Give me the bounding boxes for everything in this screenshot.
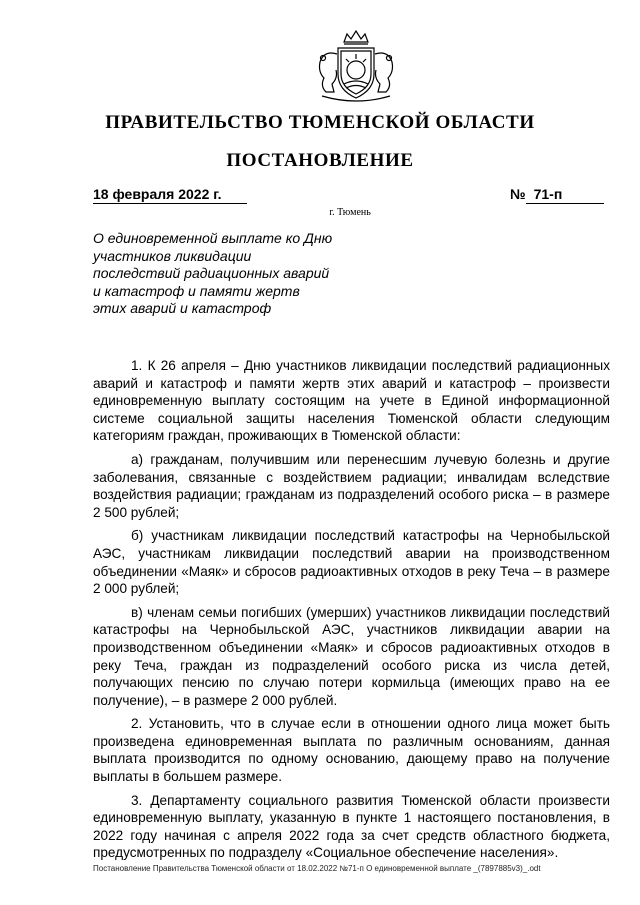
coat-of-arms-icon — [310, 28, 402, 106]
paragraph-1a: а) гражданам, получившим или перенесшим лучевую болезнь и другие заболевания, связанные с воздействием радиации; инвалидам вследствие воздействия радиации; гражданам из подразделений особого риска – в размере 2 500 рублей; — [93, 451, 610, 520]
subject-line: участников ликвидации — [93, 247, 252, 264]
page-footer: Постановление Правительства Тюменской области от 18.02.2022 №71-п О единовременной выплате _(7897885v3)_.odt — [93, 864, 541, 873]
government-title: ПРАВИТЕЛЬСТВО ТЮМЕНСКОЙ ОБЛАСТИ — [105, 112, 535, 133]
number-label: № — [510, 186, 526, 202]
paragraph-1: 1. К 26 апреля – Дню участников ликвидации последствий радиационных аварий и катастроф и памяти жертв этих аварий и катастроф – произвести единовременную выплату состоящим на учете в Единой информационной системе социальной защиты населения Тюменской области следующим категориям граждан, проживающих в Тюменской области: — [93, 358, 610, 444]
paragraph-1c: в) членам семьи погибших (умерших) участников ликвидации последствий катастрофы на Чернобыльской АЭС, участников ликвидации аварии на производственном объединении «Маяк» и сбросов радиоактивных отходов в реку Теча, граждан из подразделений особого риска из числа детей, получающих пенсию по случаю потери кормильца (имеющих право на ее получение), – в размере 2 000 рублей. — [93, 604, 610, 708]
document-type-title: ПОСТАНОВЛЕНИЕ — [226, 150, 414, 171]
document-body — [93, 357, 610, 868]
subject-line: и катастроф и памяти жертв — [93, 282, 300, 299]
number-value: 71-п — [526, 186, 604, 204]
subject-line: этих аварий и катастроф — [93, 300, 272, 316]
paragraph-3: 3. Департаменту социального развития Тюменской области произвести единовременную выплату, указанную в пункте 1 настоящего постановления, в 2022 году начиная с апреля 2022 года за счет средств областного бюджета, предусмотренных по подразделу «Социальное обеспечение населения». — [93, 792, 610, 861]
document-subject — [93, 230, 353, 318]
subject-line: О единовременной выплате ко Дню — [93, 230, 333, 246]
document-date: 18 февраля 2022 г. — [93, 186, 247, 204]
paragraph-2: 2. Установить, что в случае если в отношении одного лица может быть произведена единовременная выплата по различным основаниям, данная выплата производится по одному основанию, дающему право на получение выплаты в большем размере. — [93, 716, 610, 785]
paragraph-1b: б) участникам ликвидации последствий катастрофы на Чернобыльской АЭС, участникам ликвидации последствий аварии на производственном объединении «Маяк» и сбросов радиоактивных отходов в реку Теча – в размере 2 000 рублей; — [93, 528, 610, 597]
city-label: г. Тюмень — [329, 207, 371, 218]
subject-line: последствий радиационных аварий — [93, 265, 330, 281]
document-number — [510, 186, 604, 204]
